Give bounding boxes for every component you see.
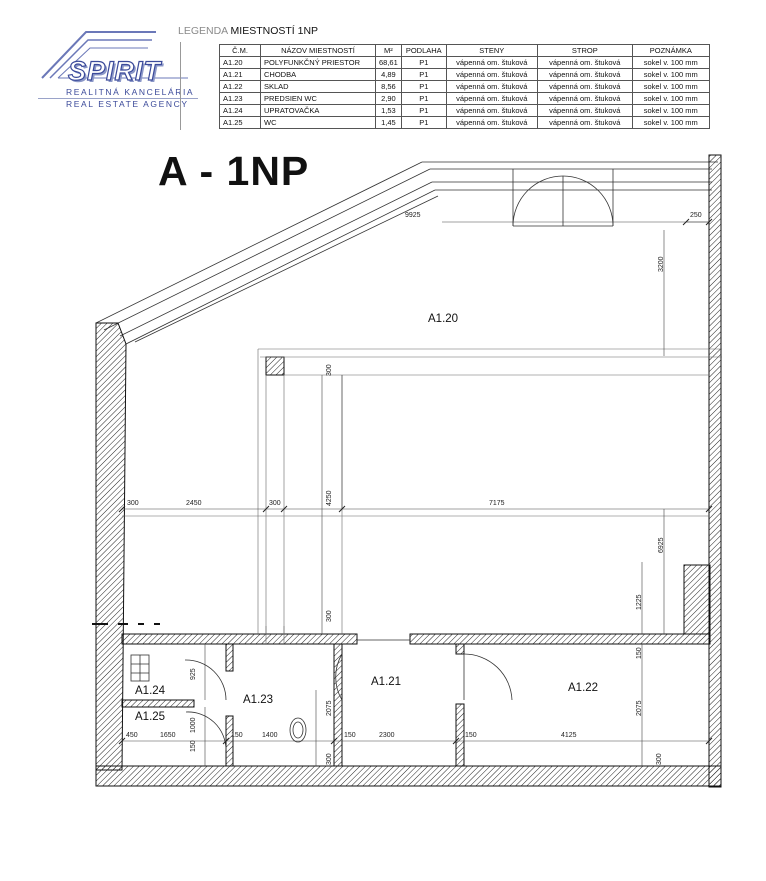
legend-cell: vápenná om. štuková bbox=[537, 105, 632, 117]
legend-cell: P1 bbox=[401, 93, 446, 105]
legend-cell: 1,53 bbox=[376, 105, 402, 117]
legend-cell: A1.21 bbox=[220, 69, 261, 81]
column bbox=[266, 357, 284, 375]
legend-cell: P1 bbox=[401, 69, 446, 81]
dimension-label: 925 bbox=[190, 668, 197, 680]
dimension-label: 1225 bbox=[636, 594, 643, 610]
legend-cell: CHODBA bbox=[261, 69, 376, 81]
legend-cell: sokel v. 100 mm bbox=[632, 117, 709, 129]
legend-cell: vápenná om. štuková bbox=[537, 57, 632, 69]
legend-cell: 68,61 bbox=[376, 57, 402, 69]
legend-cell: P1 bbox=[401, 105, 446, 117]
legend-cell: A1.23 bbox=[220, 93, 261, 105]
right-wall bbox=[709, 155, 721, 787]
legend-cell: A1.20 bbox=[220, 57, 261, 69]
dimension-label: 300 bbox=[326, 753, 333, 765]
logo-line2: REAL ESTATE AGENCY bbox=[66, 99, 189, 109]
sloped-wall bbox=[96, 162, 438, 344]
toilet-icon bbox=[290, 718, 306, 742]
room-label: A1.24 bbox=[135, 685, 166, 697]
room-label: A1.25 bbox=[135, 711, 166, 723]
legend-cell: sokel v. 100 mm bbox=[632, 93, 709, 105]
legend-cell: 8,56 bbox=[376, 81, 402, 93]
dimension-label: 150 bbox=[190, 740, 197, 752]
room-label: A1.20 bbox=[428, 313, 459, 325]
dimension-lines bbox=[122, 222, 709, 766]
dimension-label: 6925 bbox=[658, 537, 665, 553]
dimension-label: 1400 bbox=[262, 732, 278, 739]
entrance-double-door bbox=[513, 169, 613, 226]
reference-lines bbox=[122, 349, 722, 644]
legend-cell: P1 bbox=[401, 57, 446, 69]
dimension-label: 1650 bbox=[160, 732, 176, 739]
dimension-label: 2450 bbox=[186, 500, 202, 507]
legend-cell: sokel v. 100 mm bbox=[632, 81, 709, 93]
legend-cell: sokel v. 100 mm bbox=[632, 69, 709, 81]
legend-cell: vápenná om. štuková bbox=[446, 93, 537, 105]
legend-cell: P1 bbox=[401, 117, 446, 129]
legend-cell: A1.22 bbox=[220, 81, 261, 93]
legend-cell: POLYFUNKČNÝ PRIESTOR bbox=[261, 57, 376, 69]
dimension-label: 300 bbox=[326, 610, 333, 622]
legend-cell: vápenná om. štuková bbox=[446, 57, 537, 69]
dimension-label: 9925 bbox=[405, 212, 421, 219]
interior-walls-vertical bbox=[122, 644, 464, 766]
dimension-label: 300 bbox=[656, 753, 663, 765]
legend-cell: vápenná om. štuková bbox=[446, 69, 537, 81]
interior-wall-horizontal bbox=[122, 634, 710, 644]
dimension-label: 2300 bbox=[379, 732, 395, 739]
legend-cell: sokel v. 100 mm bbox=[632, 57, 709, 69]
dimension-label: 450 bbox=[126, 732, 138, 739]
legend-cell: A1.25 bbox=[220, 117, 261, 129]
logo-line1: REALITNÁ KANCELÁRIA bbox=[66, 87, 195, 97]
legend-cell: 2,90 bbox=[376, 93, 402, 105]
legend-cell: 4,89 bbox=[376, 69, 402, 81]
legend-header: STROP bbox=[537, 45, 632, 57]
legend-cell: vápenná om. štuková bbox=[537, 93, 632, 105]
legend-title-prefix: LEGENDA bbox=[178, 25, 228, 37]
dimension-label: 300 bbox=[127, 500, 139, 507]
legend-header: M² bbox=[376, 45, 402, 57]
legend-header: NÁZOV MIESTNOSTÍ bbox=[261, 45, 376, 57]
right-wall-niche bbox=[684, 565, 710, 634]
legend-cell: vápenná om. štuková bbox=[537, 69, 632, 81]
legend-cell: SKLAD bbox=[261, 81, 376, 93]
legend-header: STENY bbox=[446, 45, 537, 57]
legend-header: Č.M. bbox=[220, 45, 261, 57]
dimension-label: 4125 bbox=[561, 732, 577, 739]
legend-cell: vápenná om. štuková bbox=[446, 117, 537, 129]
legend-cell: vápenná om. štuková bbox=[446, 105, 537, 117]
legend-cell: vápenná om. štuková bbox=[446, 81, 537, 93]
dimension-label: 300 bbox=[269, 500, 281, 507]
dimension-label: 250 bbox=[690, 212, 702, 219]
legend-cell: vápenná om. štuková bbox=[537, 81, 632, 93]
legend-cell: UPRATOVAČKA bbox=[261, 105, 376, 117]
legend-cell: PREDSIEN WC bbox=[261, 93, 376, 105]
plan-title: A - 1NP bbox=[158, 148, 310, 194]
room-label: A1.22 bbox=[568, 682, 599, 694]
dimension-label: 2075 bbox=[636, 700, 643, 716]
legend-header: POZNÁMKA bbox=[632, 45, 709, 57]
dimension-ticks bbox=[119, 219, 712, 744]
sink-icon bbox=[131, 655, 149, 681]
legend-cell: P1 bbox=[401, 81, 446, 93]
legend-header: PODLAHA bbox=[401, 45, 446, 57]
dimension-label: 7175 bbox=[489, 500, 505, 507]
logo-brand: SPIRIT bbox=[68, 56, 162, 86]
dimension-label: 1000 bbox=[190, 717, 197, 733]
dimension-label: 3200 bbox=[658, 256, 665, 272]
legend-cell: vápenná om. štuková bbox=[537, 117, 632, 129]
top-wall bbox=[422, 162, 718, 190]
legend-cell: sokel v. 100 mm bbox=[632, 105, 709, 117]
dimension-label: 150 bbox=[465, 732, 477, 739]
legend-cell: A1.24 bbox=[220, 105, 261, 117]
dimension-label: 150 bbox=[344, 732, 356, 739]
bottom-wall bbox=[96, 766, 721, 786]
legend-title-text: MIESTNOSTÍ 1NP bbox=[230, 25, 319, 37]
dimension-label: 300 bbox=[326, 364, 333, 376]
dimension-label: 4250 bbox=[326, 490, 333, 506]
legend-cell: WC bbox=[261, 117, 376, 129]
legend-cell: 1,45 bbox=[376, 117, 402, 129]
room-label: A1.23 bbox=[243, 694, 274, 706]
dimension-label: 2075 bbox=[326, 700, 333, 716]
dimension-label: 150 bbox=[636, 647, 643, 659]
room-label: A1.21 bbox=[371, 676, 402, 688]
dimension-label: 150 bbox=[231, 732, 243, 739]
